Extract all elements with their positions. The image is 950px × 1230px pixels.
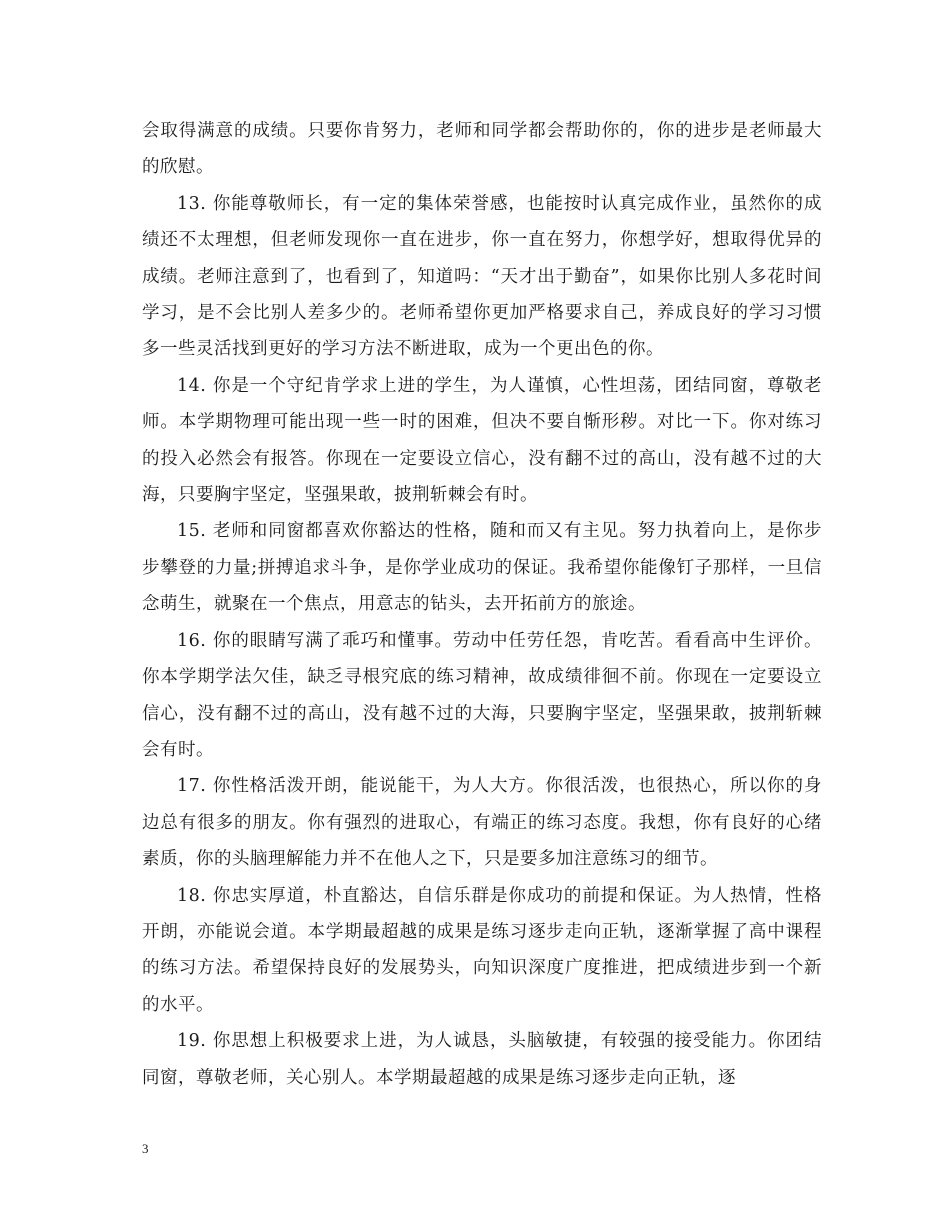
paragraph-item-13: 13. 你能尊敬师长，有一定的集体荣誉感，也能按时认真完成作业，虽然你的成绩还不太理想，但老师发现你一直在进步，你一直在努力，你想学好，想取得优异的成绩。老师注意到了，也看到了，知道吗：“天才出于勤奋”，如果你比别人多花时间学习，是不会比别人差多少的。老师希望你更加严格要求自己，养成良好的学习习惯多一些灵活找到更好的学习方法不断进取，成为一个更出色的你。 — [142, 193, 822, 360]
document-body — [142, 113, 822, 1096]
paragraph-item-18: 18. 你忠实厚道，朴直豁达，自信乐群是你成功的前提和保证。为人热情，性格开朗，亦能说会道。本学期最超越的成果是练习逐步走向正轨，逐渐掌握了高中课程的练习方法。希望保持良好的发展势头，向知识深度广度推进，把成绩进步到一个新的水平。 — [142, 885, 822, 1015]
paragraph-item-19: 19. 你思想上积极要求上进，为人诚恳，头脑敏捷，有较强的接受能力。你团结同窗，尊敬老师，关心别人。本学期最超越的成果是练习逐步走向正轨，逐 — [142, 1031, 822, 1088]
page-number: 3 — [142, 1141, 149, 1156]
paragraph-item-16: 16. 你的眼睛写满了乖巧和懂事。劳动中任劳任怨，肯吃苦。看看高中生评价。你本学期学法欠佳，缺乏寻根究底的练习精神，故成绩徘徊不前。你现在一定要设立信心，没有翻不过的高山，没有越不过的大海，只要胸宇坚定，坚强果敢，披荆斩棘会有时。 — [142, 630, 822, 760]
paragraph-item-17: 17. 你性格活泼开朗，能说能干，为人大方。你很活泼，也很热心，所以你的身边总有很多的朋友。你有强烈的进取心，有端正的练习态度。我想，你有良好的心绪素质，你的头脑理解能力并不在他人之下，只是要多加注意练习的细节。 — [142, 776, 822, 870]
paragraph-item-14: 14. 你是一个守纪肯学求上进的学生，为人谨慎，心性坦荡，团结同窗，尊敬老师。本学期物理可能出现一些一时的困难，但决不要自惭形秽。对比一下。你对练习的投入必然会有报答。你现在一定要设立信心，没有翻不过的高山，没有越不过的大海，只要胸宇坚定，坚强果敢，披荆斩棘会有时。 — [142, 375, 822, 506]
paragraph-item-15: 15. 老师和同窗都喜欢你豁达的性格，随和而又有主见。努力执着向上，是你步步攀登的力量;拼搏追求斗争，是你学业成功的保证。我希望你能像钉子那样，一旦信念萌生，就聚在一个焦点，用意志的钻头，去开拓前方的旅途。 — [142, 521, 822, 615]
paragraph-continuation: 会取得满意的成绩。只要你肯努力，老师和同学都会帮助你的，你的进步是老师最大的欣慰。 — [142, 121, 822, 178]
